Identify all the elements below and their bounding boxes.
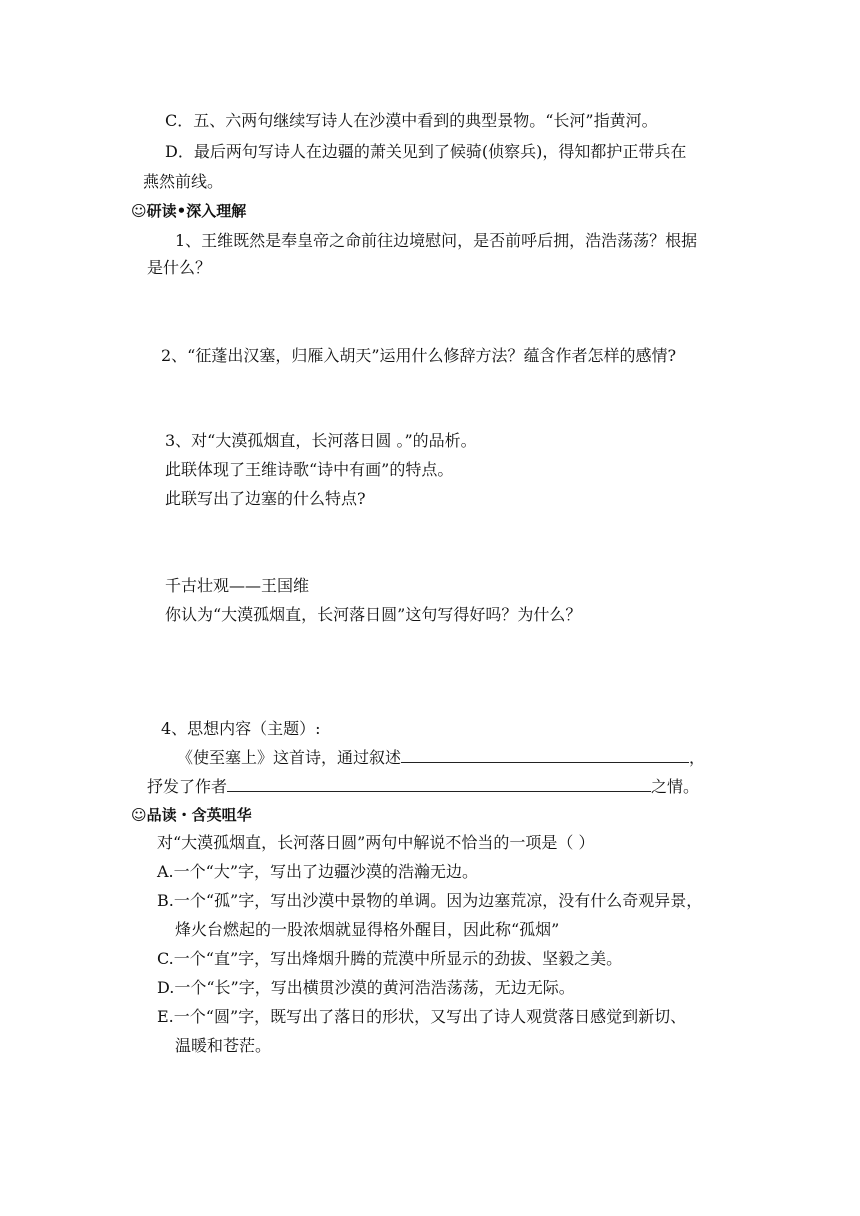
choice-e-line1: E.一个“圆”字，既写出了落日的形状，又写出了诗人观赏落日感觉到新切、 xyxy=(157,1007,687,1026)
question-3-line1: 3、对“大漠孤烟直，长河落日圆 。”的品析。 xyxy=(165,431,477,450)
q4-answer-blank-2[interactable] xyxy=(227,777,651,792)
q4-answer-blank-1[interactable] xyxy=(401,748,689,763)
choice-d: D.一个“长”字，写出横贯沙漠的黄河浩浩荡荡，无边无际。 xyxy=(157,978,575,997)
choice-a: A.一个“大”字，写出了边疆沙漠的浩瀚无边。 xyxy=(157,862,479,881)
q4-text-2-end: 之情。 xyxy=(651,777,700,796)
question-3-line2: 此联体现了王维诗歌“诗中有画”的特点。 xyxy=(165,460,454,479)
question-3-line4: 你认为“大漠孤烟直，长河落日圆”这句写得好吗？为什么？ xyxy=(165,605,582,624)
q4-text-1-end: ， xyxy=(689,748,706,767)
question-1-line1: 1、王维既然是奉皇帝之命前往边境慰问，是否前呼后拥，浩浩荡荡？根据 xyxy=(175,231,698,250)
question-4-line2 xyxy=(147,776,699,798)
question-4-line1 xyxy=(177,747,705,769)
question-2: 2、“征蓬出汉塞，归雁入胡天”运用什么修辞方法？蕴含作者怎样的感情? xyxy=(161,346,677,365)
section-title-study: ☺研读•深入理解 xyxy=(131,202,247,220)
question-4-title: 4、思想内容（主题）: xyxy=(161,719,321,738)
quote-wang-guowei: 千古壮观——王国维 xyxy=(165,576,310,595)
choice-b-line2: 烽火台燃起的一股浓烟就显得格外醒目，因此称“孤烟” xyxy=(175,920,560,939)
option-d-line1: D．最后两句写诗人在边疆的萧关见到了候骑(侦察兵)，得知都护正带兵在 xyxy=(165,142,687,161)
question-1-line2: 是什么？ xyxy=(147,258,212,277)
q4-text-1: 《使至塞上》这首诗，通过叙述 xyxy=(177,748,402,767)
q4-text-2: 抒发了作者 xyxy=(147,777,228,796)
mc-question: 对“大漠孤烟直，长河落日圆”两句中解说不恰当的一项是（ ） xyxy=(157,833,595,852)
question-3-line3: 此联写出了边塞的什么特点? xyxy=(165,489,366,508)
option-c: C．五、六两句继续写诗人在沙漠中看到的典型景物。“长河”指黄河。 xyxy=(165,111,658,130)
choice-c: C.一个“直”字，写出烽烟升腾的荒漠中所显示的劲拔、坚毅之美。 xyxy=(157,949,623,968)
choice-e-line2: 温暖和苍茫。 xyxy=(175,1036,272,1055)
option-d-line2: 燕然前线。 xyxy=(143,172,224,191)
section-title-appreciate: ☺品读・含英咀华 xyxy=(131,806,252,824)
choice-b-line1: B.一个“孤”字，写出沙漠中景物的单调。因为边塞荒凉，没有什么奇观异景， xyxy=(157,891,703,910)
